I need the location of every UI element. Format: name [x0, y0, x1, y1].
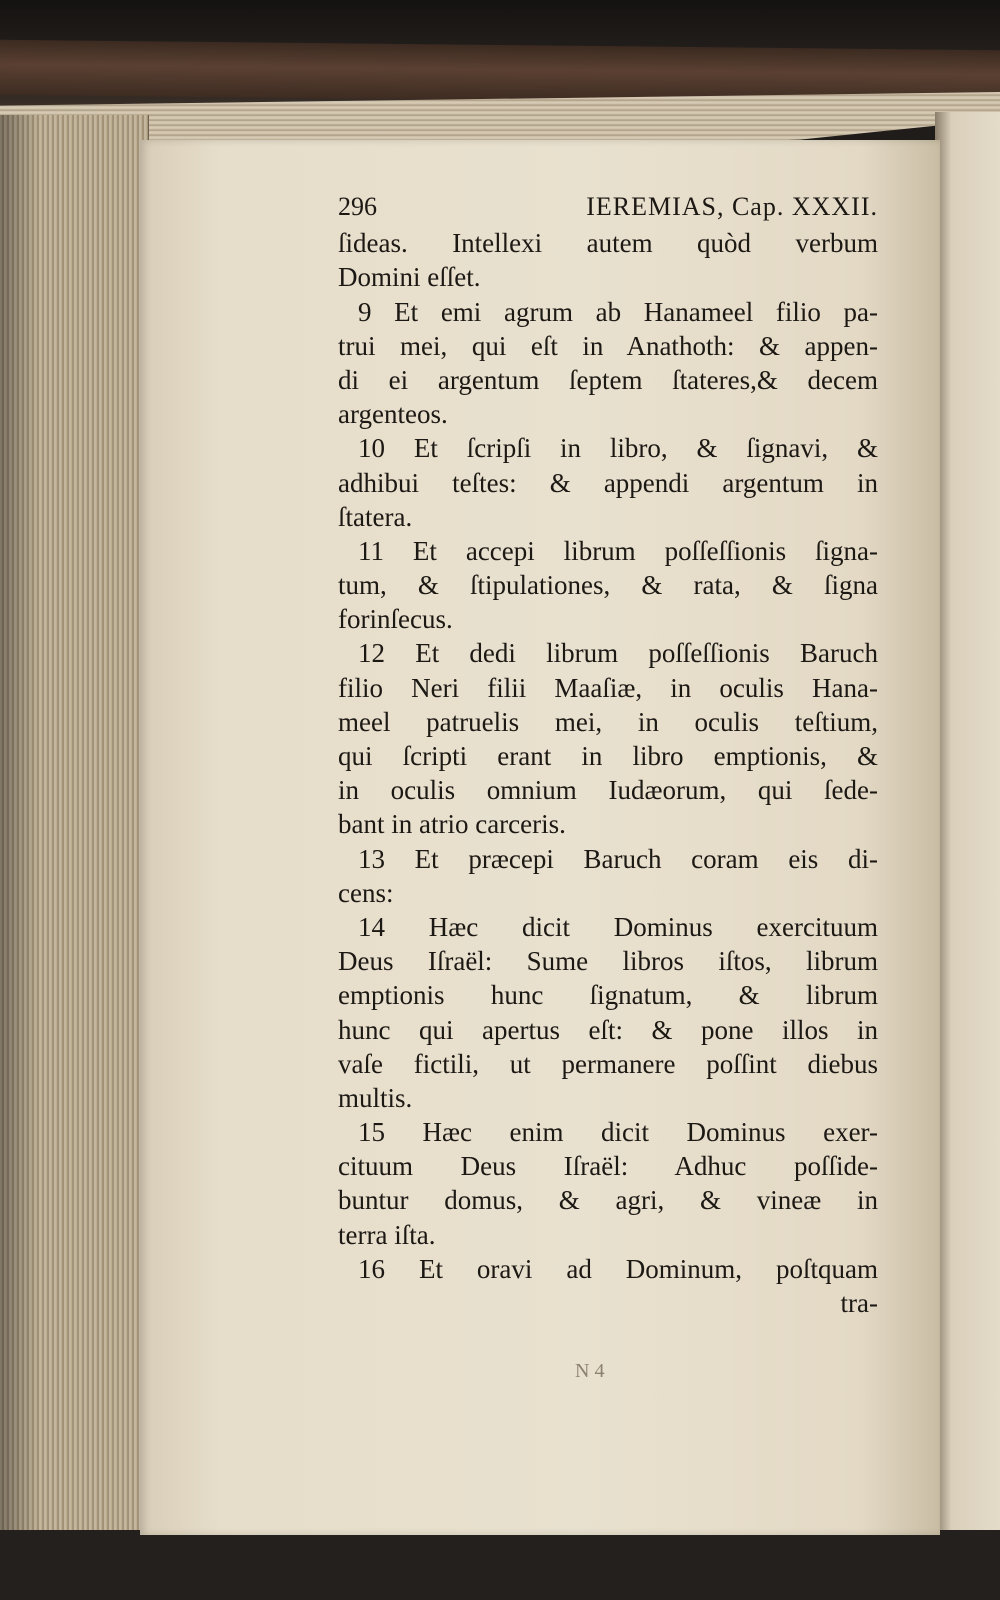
text-line: terra iſta. — [338, 1219, 436, 1250]
text-line: 14 Hæc dicit Dominus exercituum — [358, 911, 878, 942]
text-line: ſtatera. — [338, 501, 413, 532]
page-text-block — [338, 190, 878, 1320]
text-line: di ei argentum ſeptem ſtateres,& decem — [338, 364, 878, 395]
text-line: bant in atrio carceris. — [338, 809, 566, 840]
text-line: 9 Et emi agrum ab Hanameel filio pa- — [358, 296, 878, 327]
facing-page-edge — [935, 112, 1000, 1532]
text-line: 12 Et dedi librum poſſeſſionis Baruch — [358, 638, 878, 669]
signature-mark: N 4 — [575, 1360, 605, 1382]
text-line: 16 Et oravi ad Dominum, poſtquam — [358, 1253, 878, 1284]
text-line: emptionis hunc ſignatum, & librum — [338, 980, 878, 1011]
text-line: multis. — [338, 1082, 413, 1113]
text-line: in oculis omnium Iudæorum, qui ſede- — [338, 775, 878, 806]
text-line: adhibui teſtes: & appendi argentum in — [338, 467, 878, 498]
text-line: forinſecus. — [338, 604, 453, 635]
text-line: Deus Iſraël: Sume libros iſtos, librum — [338, 946, 878, 977]
text-line: Domini eſſet. — [338, 262, 481, 293]
text-line: cituum Deus Iſraël: Adhuc poſſide- — [338, 1151, 878, 1182]
text-line: argenteos. — [338, 399, 448, 430]
text-line: 10 Et ſcripſi in libro, & ſignavi, & — [358, 433, 878, 464]
page-number: 296 — [338, 192, 377, 221]
fore-edge-shadow — [0, 115, 40, 1535]
text-line: hunc qui apertus eſt: & pone illos in — [338, 1014, 878, 1045]
running-head — [338, 190, 878, 224]
text-line: 13 Et præcepi Baruch coram eis di- — [358, 843, 878, 874]
text-line: 11 Et accepi librum poſſeſſionis ſigna- — [358, 535, 878, 566]
verse-lines — [338, 226, 878, 1286]
text-line: cens: — [338, 877, 394, 908]
text-line: qui ſcripti erant in libro emptionis, & — [338, 741, 878, 772]
background-bottom — [0, 1530, 1000, 1600]
text-line: buntur domus, & agri, & vineæ in — [338, 1185, 878, 1216]
text-line: 15 Hæc enim dicit Dominus exer- — [358, 1117, 878, 1148]
text-line: meel patruelis mei, in oculis teſtium, — [338, 706, 878, 737]
text-line: ſideas. Intellexi autem quòd verbum — [338, 228, 878, 259]
text-line: tum, & ſtipulationes, & rata, & ſigna — [338, 570, 878, 601]
text-line: filio Neri filii Maaſiæ, in oculis Hana- — [338, 672, 878, 703]
catchword: tra- — [840, 1288, 878, 1319]
running-title: IEREMIAS, Cap. XXXII. — [586, 192, 878, 221]
text-line: vaſe fictili, ut permanere poſſint diebus — [338, 1048, 878, 1079]
text-line: trui mei, qui eſt in Anathoth: & appen- — [338, 330, 878, 361]
